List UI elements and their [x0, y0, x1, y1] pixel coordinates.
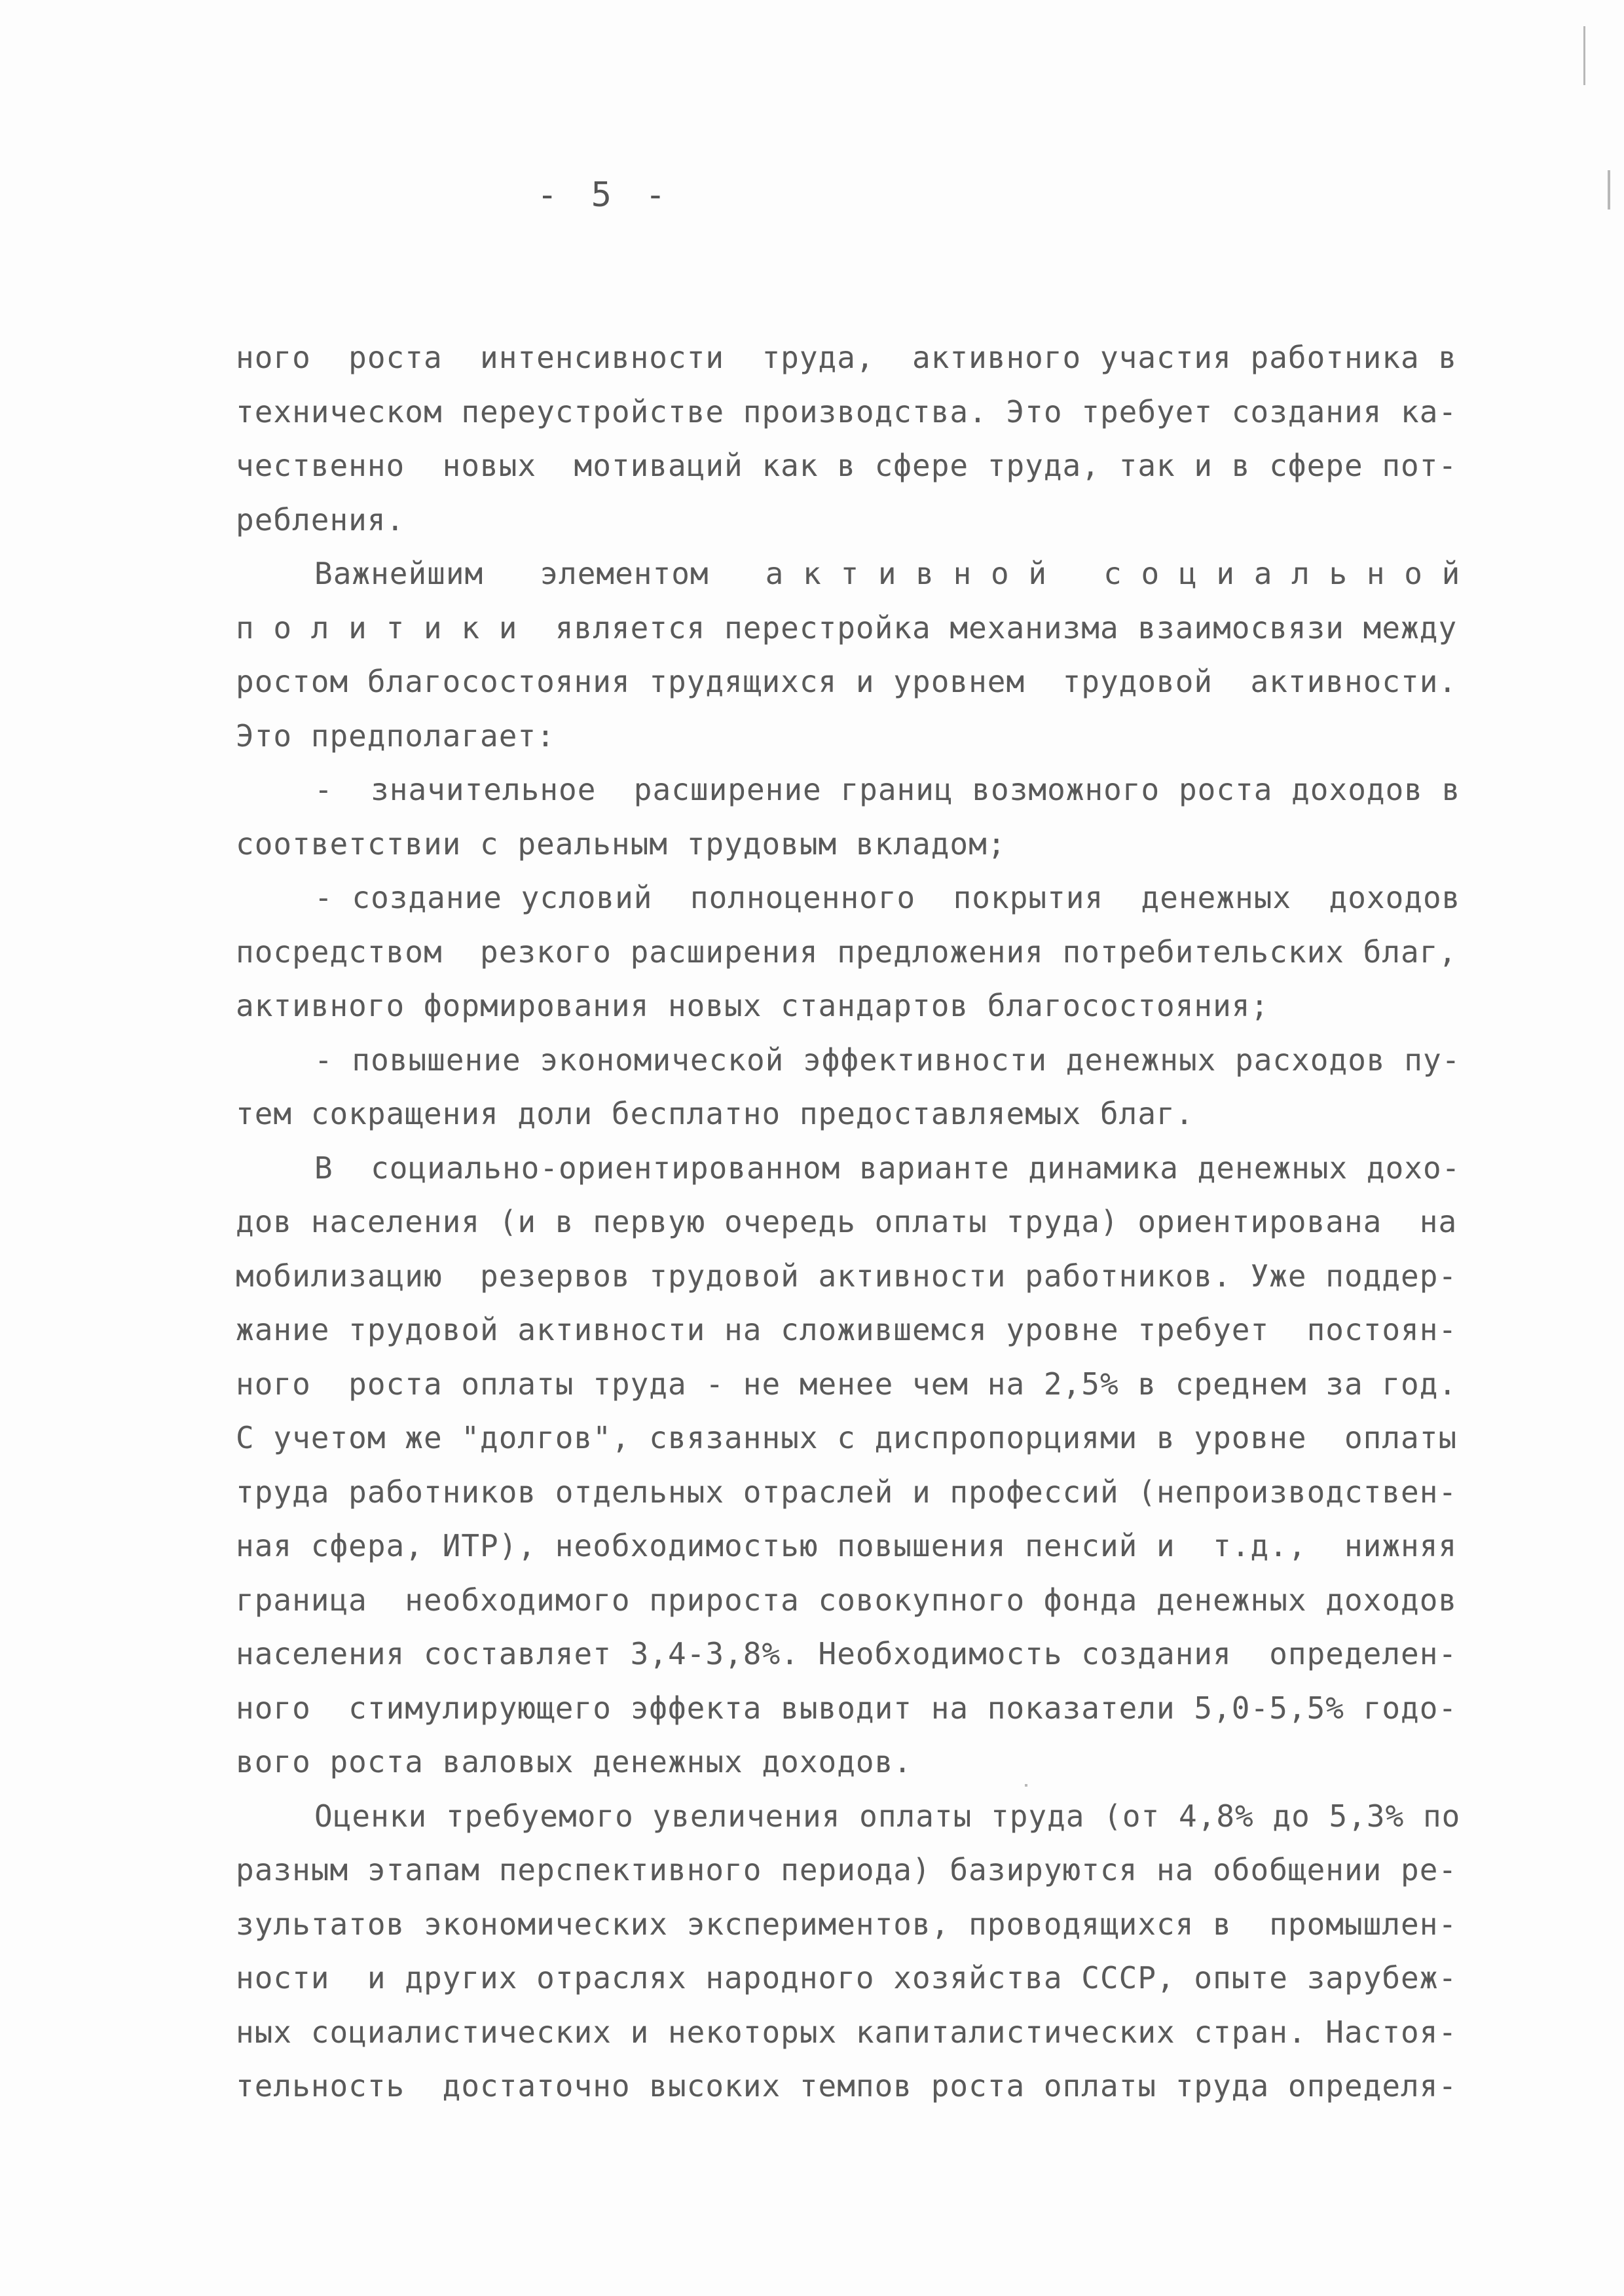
document-body — [236, 331, 1506, 2113]
text-line: мобилизацию резервов трудовой активности работников. Уже поддер- — [236, 1258, 1458, 1294]
text-line: чественно новых мотиваций как в сфере труда, так и в сфере пот- — [236, 448, 1458, 483]
page-number: - 5 - — [537, 175, 673, 215]
text-line: граница необходимого прироста совокупного фонда денежных доходов — [236, 1582, 1458, 1618]
text-line: зультатов экономических экспериментов, проводящихся в промышлен- — [236, 1906, 1458, 1942]
text-line: жание трудовой активности на сложившемся уровне требует постоян- — [236, 1312, 1458, 1347]
text-line: ного роста оплаты труда - не менее чем на 2,5% в среднем за год. — [236, 1366, 1458, 1402]
paragraph-start-line: Оценки требуемого увеличения оплаты труда (от 4,8% до 5,3% по — [314, 1798, 1461, 1834]
text-line: ростом благосостояния трудящихся и уровнем трудовой активности. — [236, 664, 1458, 699]
text-line: ная сфера, ИТР), необходимостью повышения пенсий и т.д., нижняя — [236, 1528, 1458, 1563]
text-line: вого роста валовых денежных доходов. — [236, 1744, 912, 1779]
paragraph-start-line: Важнейшим элементом а к т и в н о й с о ц и а л ь н о й — [314, 556, 1461, 591]
text-line: техническом переустройстве производства. Это требует создания ка- — [236, 393, 1458, 429]
text-line: ных социалистических и некоторых капиталистических стран. Настоя- — [236, 2014, 1458, 2050]
text-line: ного стимулирующего эффекта выводит на показатели 5,0-5,5% годо- — [236, 1690, 1458, 1726]
text-line: труда работников отдельных отраслей и профессий (непроизводствен- — [236, 1474, 1458, 1510]
text-line: С учетом же "долгов", связанных с диспропорциями в уровне оплаты — [236, 1420, 1458, 1455]
text-line: дов населения (и в первую очередь оплаты труда) ориентирована на — [236, 1204, 1458, 1239]
text-line: разным этапам перспективного периода) базируются на обобщении ре- — [236, 1852, 1458, 1887]
scan-margin-mark — [1583, 26, 1585, 85]
text-line: активного формирования новых стандартов благосостояния; — [236, 988, 1270, 1023]
text-line: тем сокращения доли бесплатно предоставляемых благ. — [236, 1096, 1194, 1131]
scan-margin-mark — [1608, 170, 1610, 210]
text-line: Это предполагает: — [236, 718, 555, 754]
text-line: ности и других отраслях народного хозяйства СССР, опыте зарубеж- — [236, 1960, 1458, 1995]
text-line: населения составляет 3,4-3,8%. Необходимость создания определен- — [236, 1636, 1458, 1671]
text-line: ребления. — [236, 501, 405, 538]
list-item-line: - повышение экономической эффективности денежных расходов пу- — [314, 1042, 1461, 1078]
text-line: тельность достаточно высоких темпов роста оплаты труда определя- — [236, 2068, 1458, 2104]
list-item-line: - значительное расширение границ возможного роста доходов в — [314, 772, 1461, 807]
text-line: посредством резкого расширения предложения потребительских благ, — [236, 934, 1458, 970]
text-line: ного роста интенсивности труда, активного участия работника в — [236, 340, 1458, 375]
paragraph-start-line: В социально-ориентированном варианте динамика денежных дохо- — [314, 1150, 1461, 1186]
text-line: п о л и т и к и является перестройка механизма взаимосвязи между — [236, 610, 1458, 646]
text-line: соответствии с реальным трудовым вкладом; — [236, 826, 1006, 862]
list-item-line: - создание условий полноценного покрытия денежных доходов — [314, 880, 1461, 915]
